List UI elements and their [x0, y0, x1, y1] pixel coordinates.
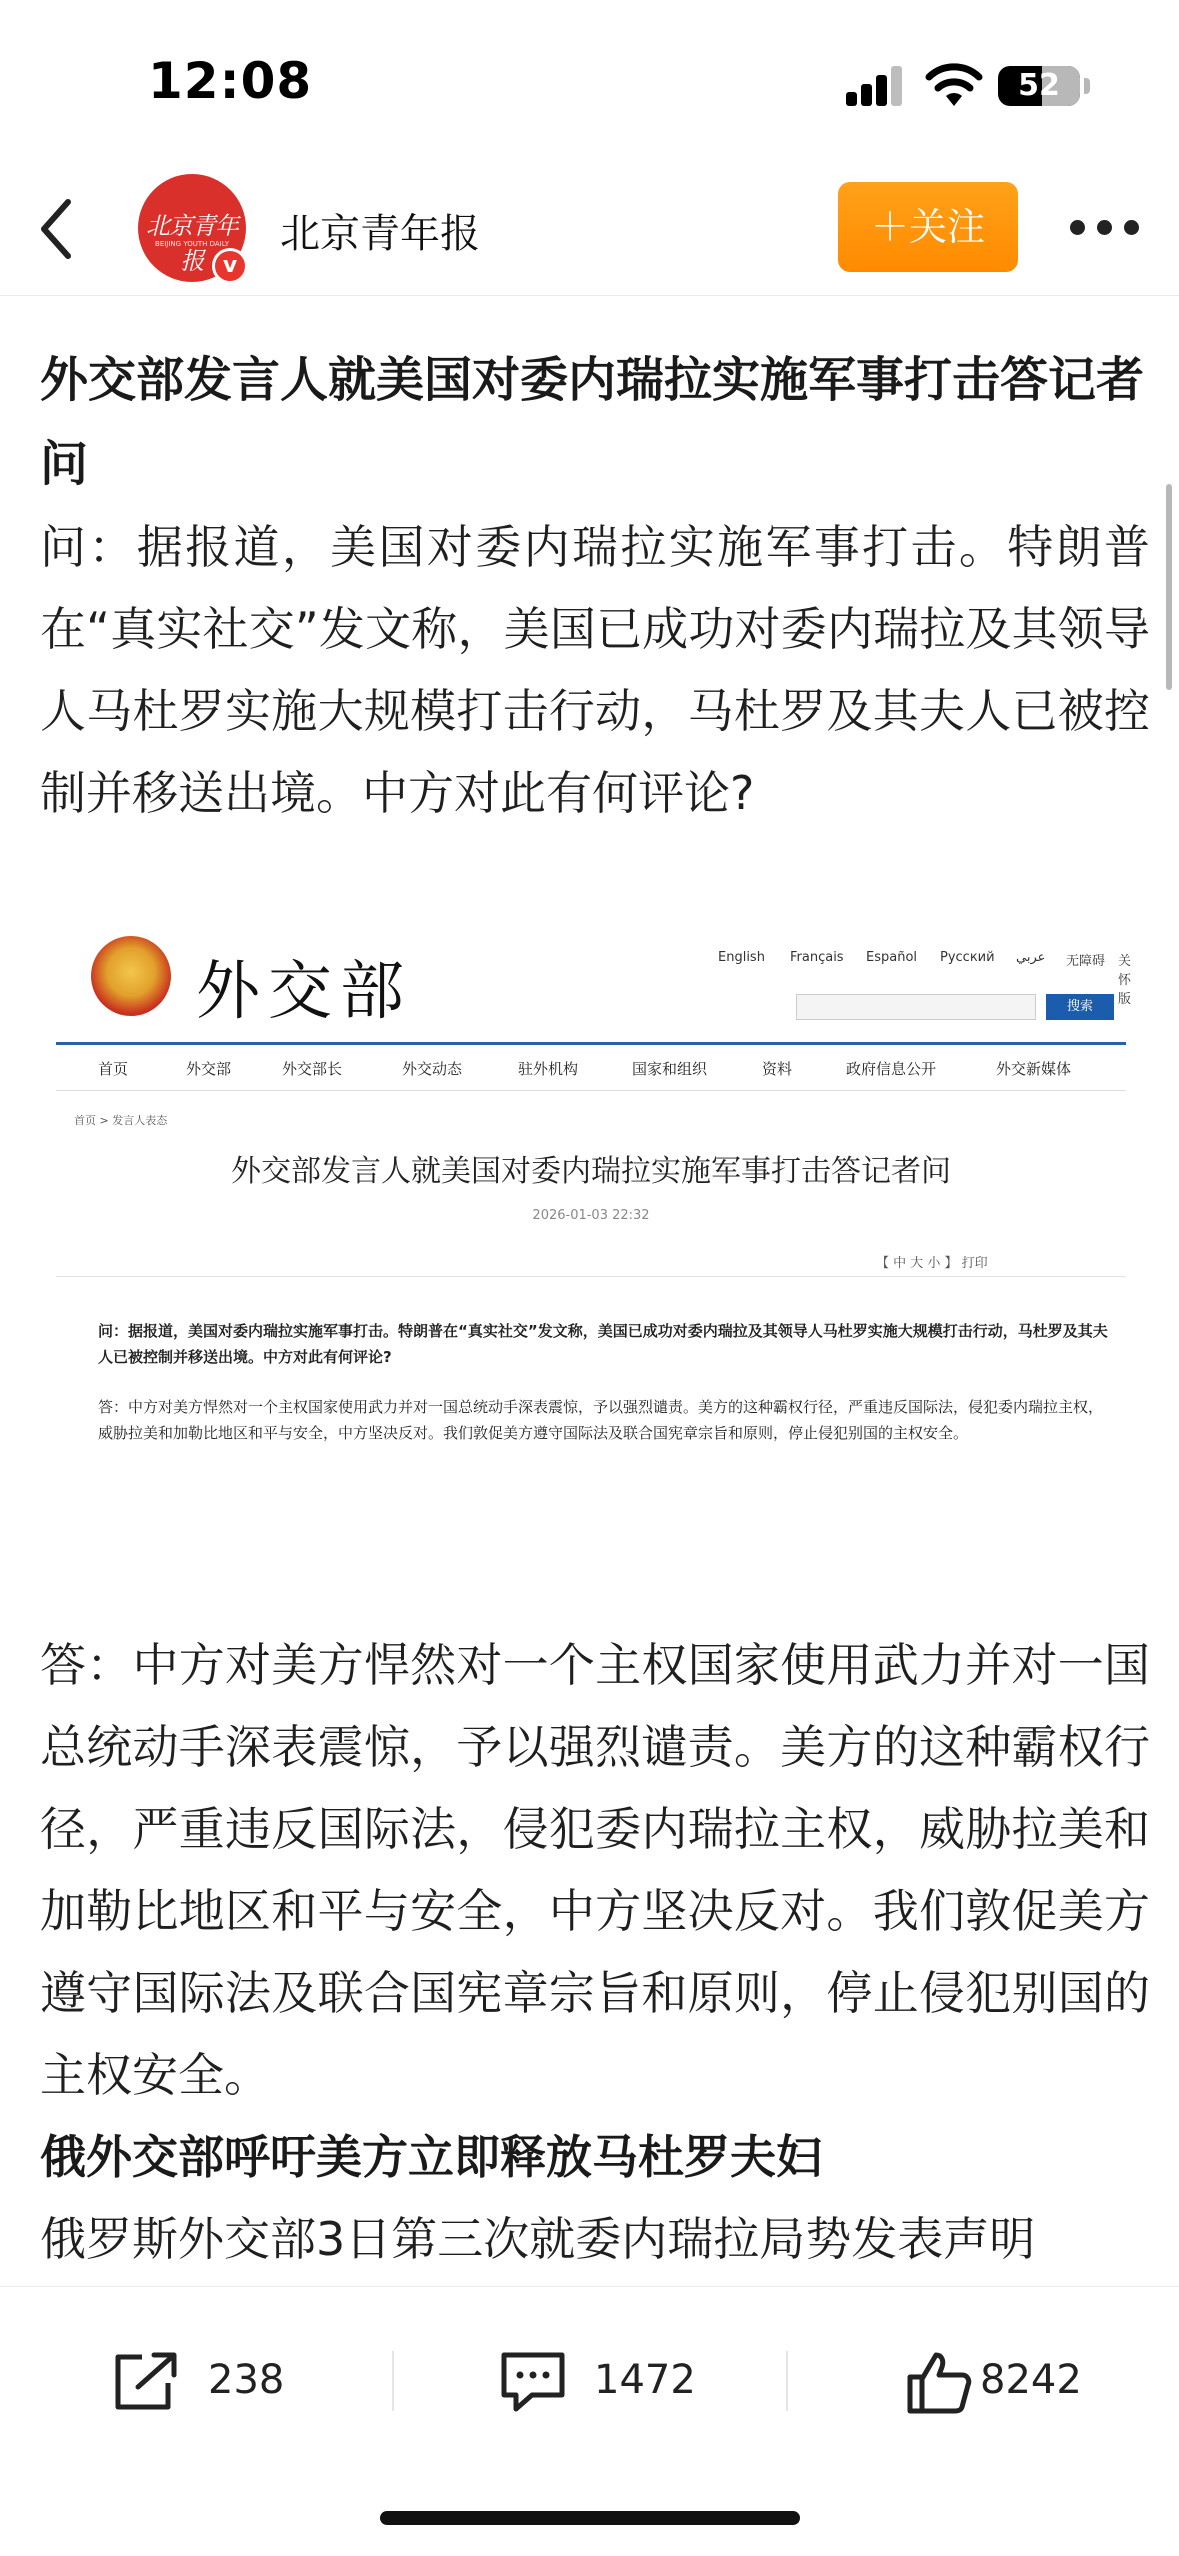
scrollbar-thumb[interactable]: [1166, 484, 1172, 690]
embed-lang-link: Français: [790, 950, 844, 965]
status-bar: [0, 0, 1179, 160]
back-button[interactable]: [30, 194, 90, 264]
status-time: 12:08: [148, 52, 313, 110]
comment-count: 1472: [594, 2357, 696, 2403]
embed-menu-item: 资料: [762, 1060, 793, 1078]
embed-lang-link: Русский: [940, 950, 995, 965]
article-body: [40, 338, 1150, 834]
embed-answer: 答：中方对美方悍然对一个主权国家使用武力并对一国总统动手深表震惊，予以强烈谴责。美方的这种霸权行径，严重违反国际法，侵犯委内瑞拉主权，威胁拉美和加勒比地区和平与安全，中方坚决反对。我们敦促美方遵守国际法及联合国宪章宗旨和原则，停止侵犯别国的主权安全。: [98, 1398, 1104, 1442]
embed-date: 2026-01-03 22:32: [532, 1208, 650, 1223]
account-name[interactable]: 北京青年报: [280, 211, 480, 257]
embed-menu-item: 外交部: [186, 1060, 232, 1078]
article-headline: 外交部发言人就美国对委内瑞拉实施军事打击答记者问: [40, 352, 1145, 492]
avatar-logo-subtitle: BEIJING YOUTH DAILY: [155, 240, 229, 248]
battery-level: 52: [1018, 68, 1060, 103]
embed-menu-item: 驻外机构: [518, 1060, 579, 1078]
nav-bar: [0, 160, 1179, 296]
article-next-paragraph: 俄罗斯外交部3日第三次就委内瑞拉局势发表声明: [40, 2212, 1036, 2266]
comment-icon: [498, 2349, 568, 2415]
avatar-logo-text: 北京青年报: [146, 212, 238, 275]
verified-badge-icon: v: [212, 248, 248, 284]
embed-menu-item: 外交部长: [282, 1060, 343, 1078]
embed-search-button: 搜索: [1046, 994, 1114, 1020]
embed-lang-link: Español: [866, 950, 918, 965]
embed-title: 外交部发言人就美国对委内瑞拉实施军事打击答记者问: [231, 1154, 951, 1189]
embed-menu-item: 首页: [98, 1060, 129, 1078]
share-icon: [112, 2349, 182, 2413]
embed-text-tools: 【 中 大 小 】 打印: [876, 1256, 988, 1271]
article-body-continued: [40, 1624, 1150, 2280]
embed-menu-item: 政府信息公开: [846, 1060, 937, 1078]
embed-lang-link: English: [718, 950, 765, 965]
share-count: 238: [208, 2357, 285, 2403]
embed-menu: [56, 1058, 1126, 1082]
thumbs-up-icon: [904, 2349, 974, 2415]
embed-breadcrumb: 首页 > 发言人表态: [74, 1114, 168, 1127]
embed-search-input: [796, 994, 1036, 1020]
battery-icon: [998, 66, 1080, 106]
embedded-image[interactable]: [56, 920, 1132, 1500]
embed-menu-item: 外交动态: [402, 1060, 463, 1078]
embed-lang-link: 关怀版: [1118, 954, 1132, 1007]
signal-icon: [846, 66, 904, 106]
embed-header-rule: [56, 1042, 1126, 1045]
like-button[interactable]: [904, 2343, 1124, 2423]
article-answer: 答：中方对美方悍然对一个主权国家使用武力并对一国总统动手深表震惊，予以强烈谴责。美方的这种霸权行径，严重违反国际法，侵犯委内瑞拉主权，威胁拉美和加勒比地区和平与安全，中方坚决反对。我们敦促美方遵守国际法及联合国宪章宗旨和原则，停止侵犯别国的主权安全。: [40, 1638, 1150, 2102]
bottom-action-bar: [0, 2286, 1179, 2556]
comment-button[interactable]: [498, 2343, 718, 2423]
embed-site-logo: 外交部: [196, 955, 412, 1029]
wifi-icon: [924, 62, 984, 108]
embed-menu-item: 国家和组织: [632, 1060, 708, 1078]
national-emblem-icon: [91, 936, 171, 1016]
article-subhead: 俄外交部呼吁美方立即释放马杜罗夫妇: [40, 2130, 822, 2184]
follow-button[interactable]: ＋关注: [838, 182, 1018, 272]
embed-lang-link: 无障碍: [1066, 954, 1106, 969]
like-count: 8242: [980, 2357, 1082, 2403]
embed-question: 问：据报道，美国对委内瑞拉实施军事打击。特朗普在“真实社交”发文称，美国已成功对委内瑞拉及其领导人马杜罗实施大规模打击行动，马杜罗及其夫人已被控制并移送出境。中方对此有何评论?: [98, 1322, 1108, 1366]
embed-lang-link: عربي: [1016, 950, 1046, 965]
embed-menu-item: 外交新媒体: [996, 1060, 1072, 1078]
article-question: 问：据报道，美国对委内瑞拉实施军事打击。特朗普在“真实社交”发文称，美国已成功对委内瑞拉及其领导人马杜罗实施大规模打击行动，马杜罗及其夫人已被控制并移送出境。中方对此有何评论?: [40, 520, 1150, 820]
share-button[interactable]: [112, 2343, 312, 2423]
more-icon[interactable]: [1070, 216, 1140, 240]
home-indicator[interactable]: [380, 2511, 800, 2525]
